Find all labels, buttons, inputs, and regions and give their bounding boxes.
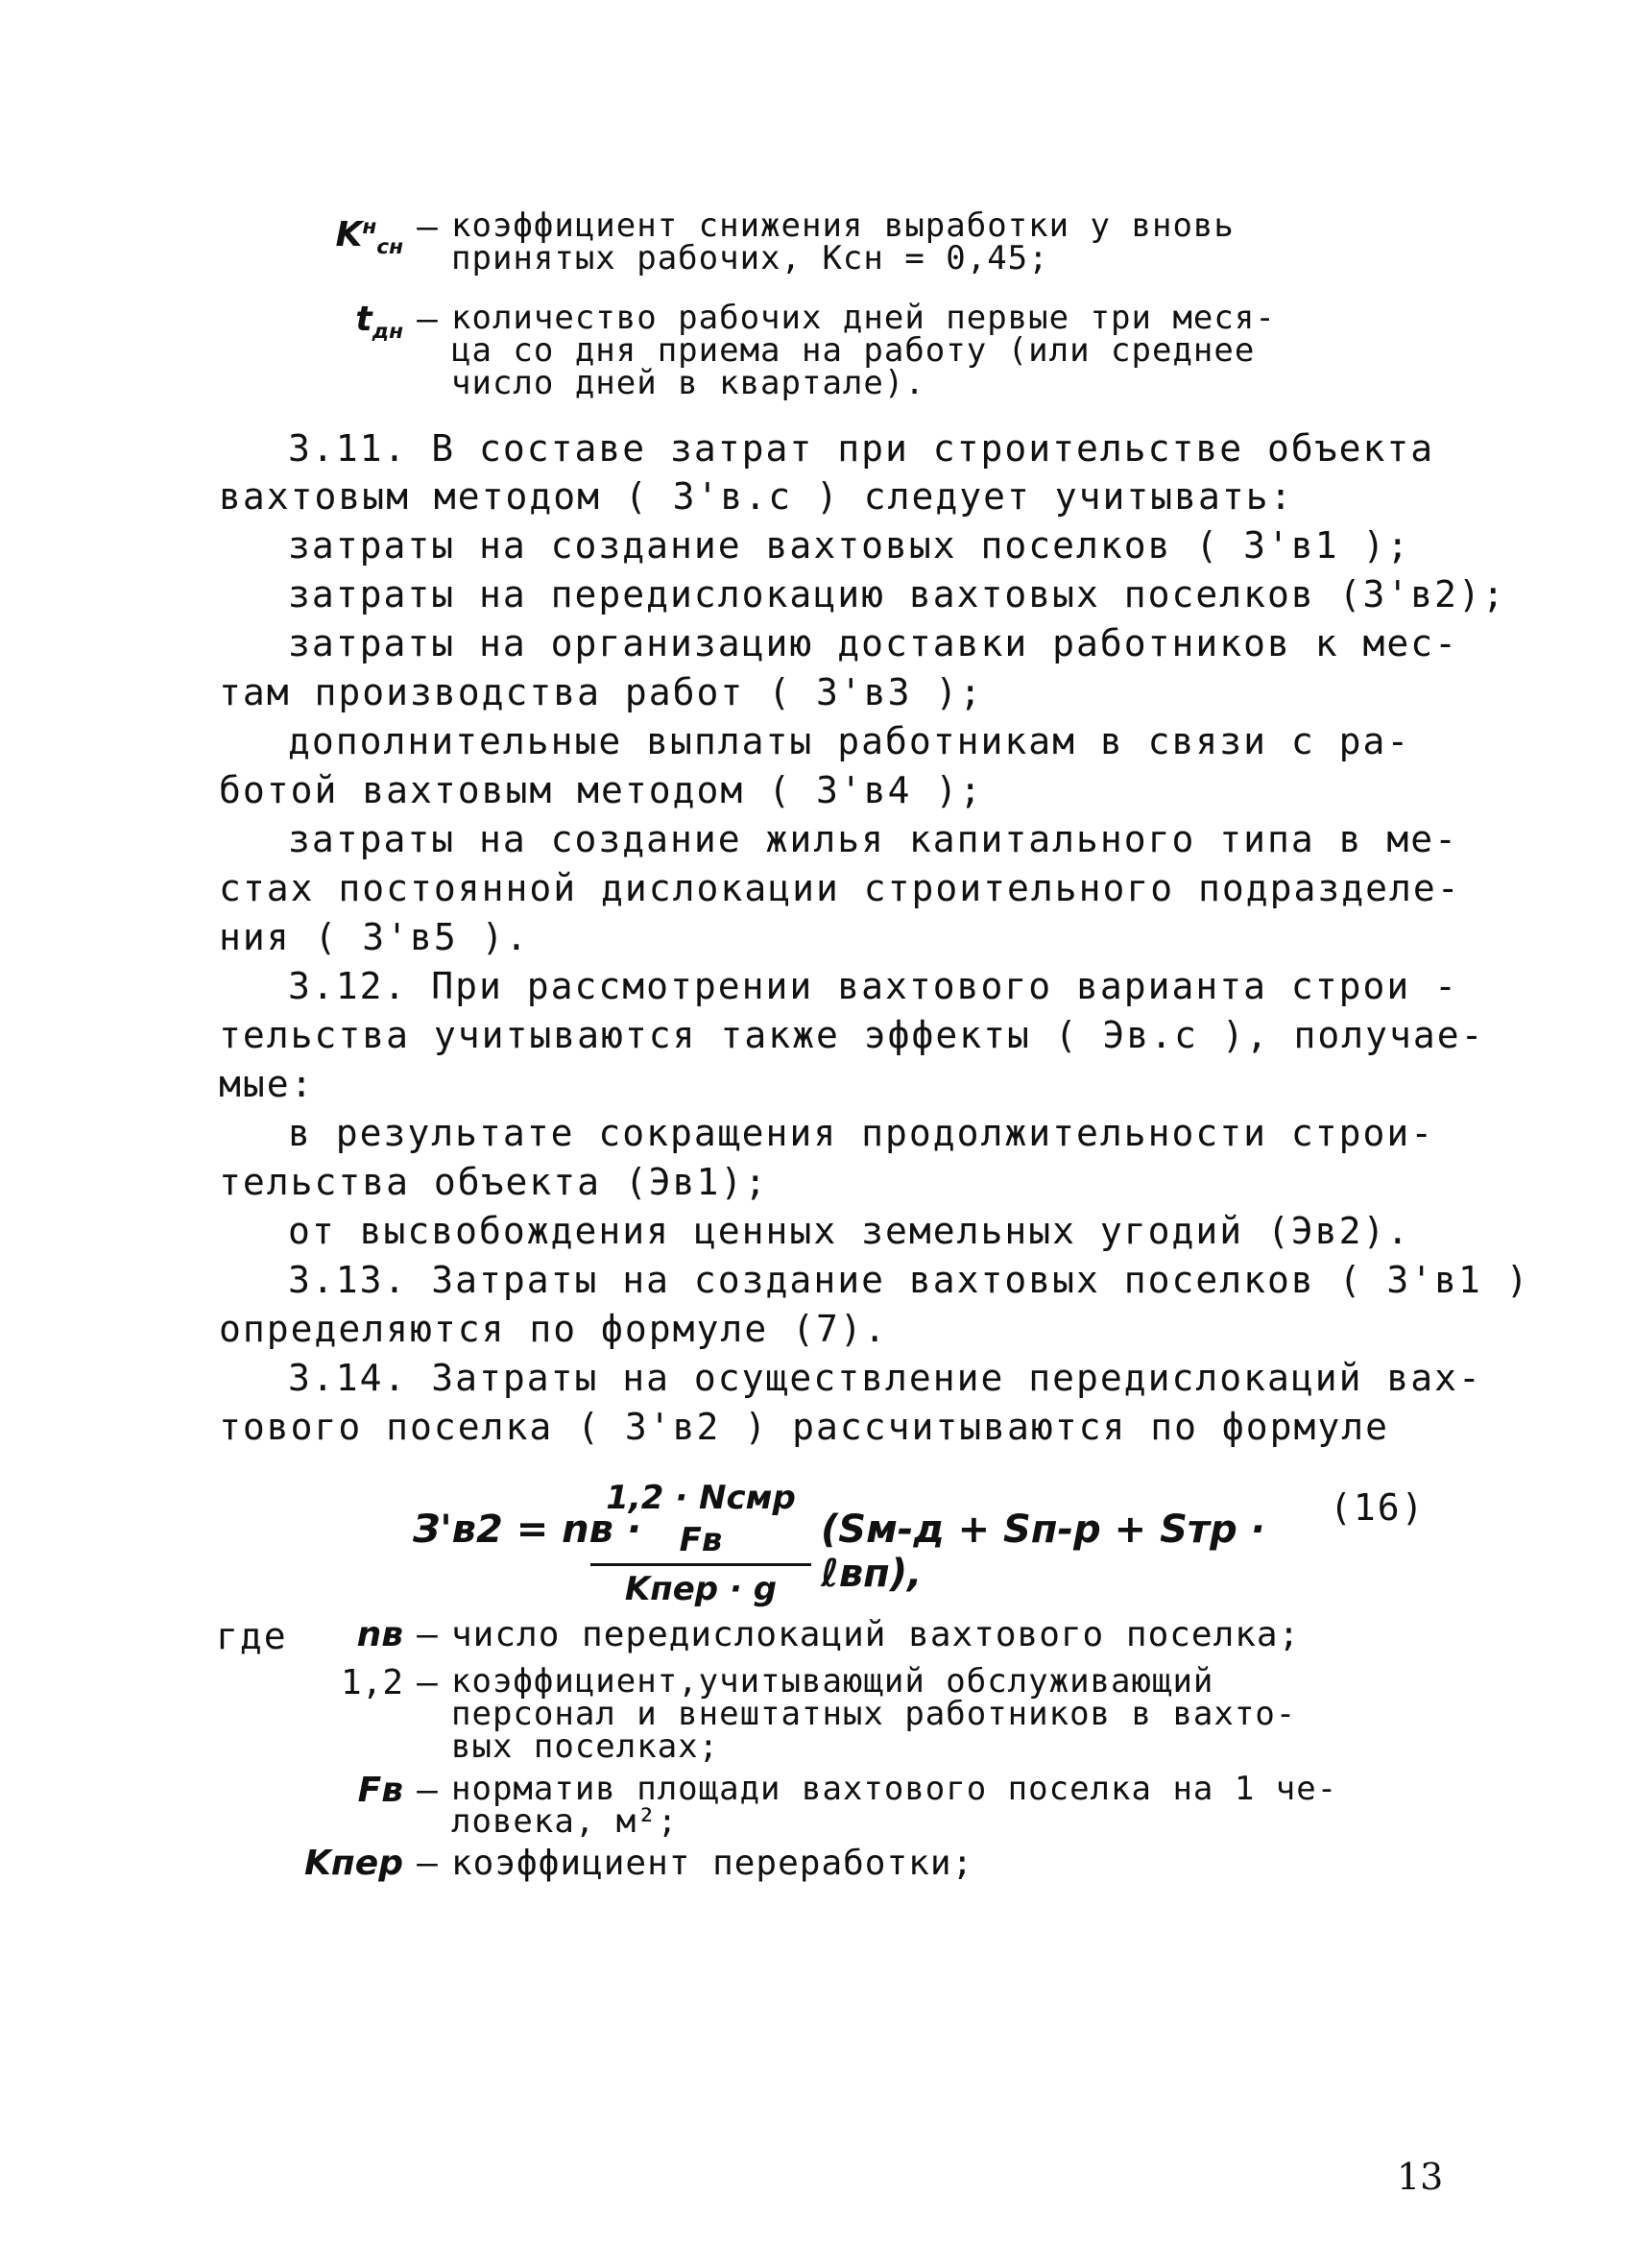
equation-number: (16) — [1330, 1486, 1426, 1529]
text-block — [219, 766, 983, 814]
symbol-n-v: nв — [356, 1615, 403, 1654]
formula-denominator: Kпер · g — [624, 1570, 778, 1608]
text-block — [219, 1060, 315, 1108]
formula-lhs: З'в2 = nв · — [413, 1508, 642, 1552]
text-line: тельства объекта (Эв1); — [219, 1161, 769, 1203]
definition-line: количество рабочих дней первые три меся- — [451, 299, 1276, 337]
text-line: от высвобождения ценных земельных угодий (Эв2). — [288, 1210, 1411, 1252]
text-block — [219, 1158, 768, 1206]
formula-16 — [413, 1469, 1277, 1608]
text-block — [288, 962, 1458, 1010]
definition-line: число передислокаций вахтового поселка; — [451, 1615, 1301, 1654]
text-block — [288, 815, 1458, 863]
definition-t-dn — [278, 299, 1276, 402]
definition-coefficient-1-2 — [298, 1662, 1297, 1766]
symbol-t-dn: $t_{дн}$ — [355, 300, 403, 345]
text-line: мые: — [219, 1063, 315, 1105]
text-line: затраты на создание жилья капитального типа в ме- — [288, 818, 1459, 860]
text-line: 3.12. При рассмотрении вахтового варианта строи - — [288, 965, 1459, 1007]
text-line: там производства работ ( З'в3 ); — [219, 671, 984, 713]
definition-f-v — [298, 1770, 1338, 1841]
text-block — [219, 1305, 888, 1353]
text-block — [288, 717, 1410, 765]
dash: – — [417, 1615, 438, 1654]
dash: – — [417, 1771, 438, 1810]
definition-line: норматив площади вахтового поселка на 1 че- — [451, 1770, 1338, 1808]
text-block — [288, 521, 1410, 569]
symbol-k-sn: $K^н_{сн}$ — [335, 215, 403, 260]
definition-text — [451, 299, 1276, 402]
definition-line: коэффициент снижения выработки у вновь — [451, 206, 1235, 245]
text-line: затраты на создание вахтовых поселков ( З'в1 ); — [288, 524, 1411, 567]
formula-fraction — [590, 1477, 811, 1610]
definition-line: ловека, м²; — [451, 1802, 679, 1841]
text-line: определяются по формуле (7). — [219, 1308, 888, 1350]
text-block — [219, 1403, 1389, 1451]
text-line: затраты на передислокацию вахтовых поселков (З'в2); — [288, 573, 1506, 615]
text-line: в результате сокращения продолжительности строи- — [288, 1112, 1435, 1154]
definition-text — [451, 206, 1235, 277]
dash: – — [417, 300, 438, 339]
dash: – — [417, 1663, 438, 1702]
text-line: стах постоянной дислокации строительного подразделе- — [219, 867, 1461, 909]
text-line: ботой вахтовым методом ( З'в4 ); — [219, 769, 984, 811]
definition-text — [451, 1770, 1338, 1841]
definition-line: принятых рабочих, Kсн = 0,45; — [451, 239, 1049, 277]
text-block — [288, 570, 1506, 618]
body-text — [288, 424, 1434, 472]
text-line: ния ( З'в5 ). — [219, 916, 530, 958]
text-block — [288, 1207, 1410, 1255]
definition-line: персонал и внештатных работников в вахто- — [451, 1695, 1297, 1733]
fraction-bar — [590, 1563, 811, 1566]
definition-k-sn — [278, 206, 1235, 277]
text-block — [219, 864, 1461, 912]
definition-text — [451, 1662, 1297, 1766]
text-block — [288, 619, 1458, 667]
dash: – — [417, 207, 438, 247]
definition-line: коэффициент переработки; — [451, 1844, 974, 1883]
text-block — [219, 668, 983, 716]
dash: – — [417, 1844, 438, 1883]
text-line: дополнительные выплаты работникам в связи с ра- — [288, 720, 1411, 762]
definition-line: коэффициент,учитывающий обслуживающий — [451, 1662, 1214, 1701]
text-line: тового поселка ( З'в2 ) рассчитываются по формуле — [219, 1406, 1390, 1448]
symbol-1-2: 1,2 — [340, 1663, 403, 1702]
definition-line: ца со дня приема на работу (или среднее — [451, 331, 1256, 370]
text-line: вахтовым методом ( З'в.с ) следует учитывать: — [219, 475, 1294, 518]
text-block — [288, 1109, 1434, 1157]
definition-line: число дней в квартале). — [451, 364, 925, 402]
text-line: 3.13. Затраты на создание вахтовых поселков ( З'в1 ) — [288, 1259, 1530, 1301]
text-block — [219, 1011, 1485, 1059]
definition-n-v — [298, 1617, 1300, 1653]
formula-numerator: 1,2 · Nсмр Fв — [606, 1479, 796, 1559]
text-block — [288, 1354, 1482, 1402]
text-line: 3.11. В составе затрат при строительстве объекта — [288, 427, 1435, 470]
definition-line: вых поселках; — [451, 1727, 720, 1766]
text-line: 3.14. Затраты на осуществление передислокаций вах- — [288, 1357, 1482, 1399]
symbol-k-per: Kпер — [304, 1844, 403, 1883]
text-line: затраты на организацию доставки работников к мес- — [288, 622, 1459, 664]
text-block — [288, 1256, 1530, 1304]
where-label: где — [216, 1615, 288, 1657]
definition-text — [451, 1846, 973, 1882]
formula-bracket: (Sм-д + Sп-р + Sтр · ℓвп), — [821, 1508, 1265, 1596]
definition-text — [451, 1617, 1300, 1653]
page-number: 13 — [1397, 2156, 1444, 2198]
text-block — [219, 472, 1294, 520]
symbol-f-v: Fв — [357, 1771, 403, 1810]
text-line: тельства учитываются также эффекты ( Эв.с ), получае- — [219, 1014, 1485, 1056]
definition-k-per — [298, 1846, 973, 1882]
text-block — [219, 913, 529, 961]
